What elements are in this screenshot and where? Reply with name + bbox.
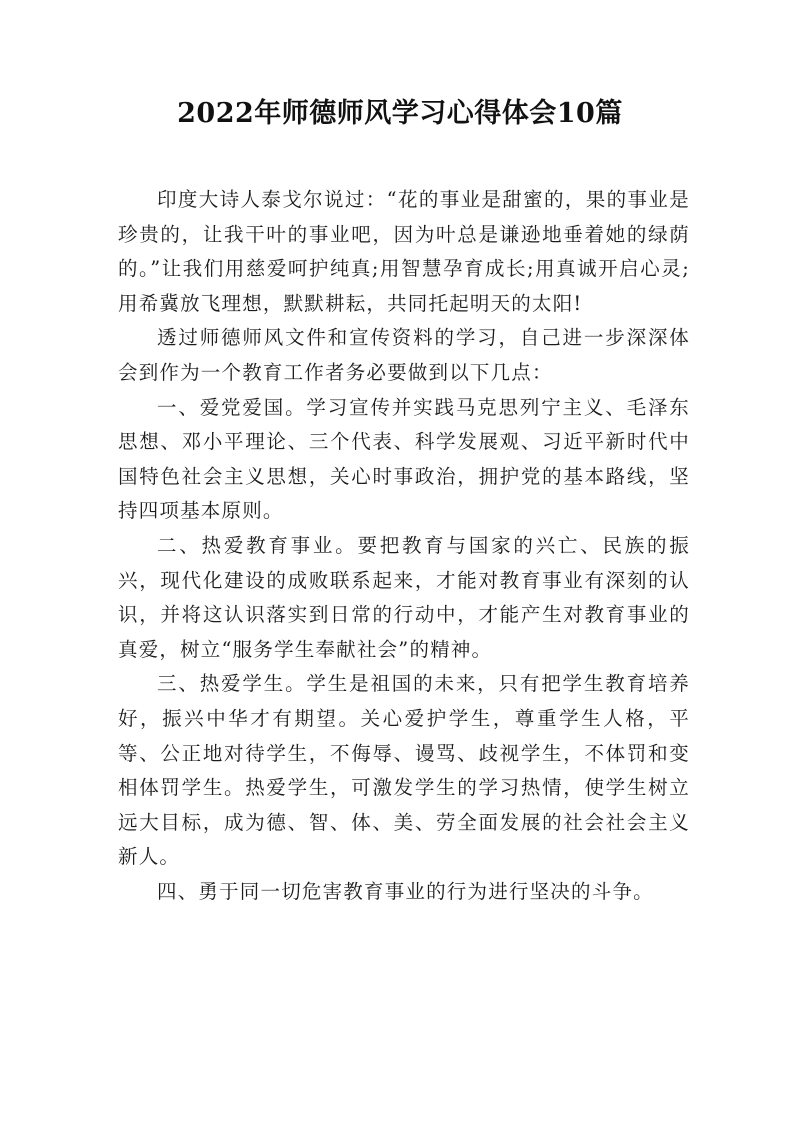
paragraph-point-4: 四、勇于同一切危害教育事业的行为进行坚决的斗争。 bbox=[157, 879, 654, 903]
paragraph-intro-quote: 印度大诗人泰戈尔说过：“花的事业是甜蜜的，果的事业是珍贵的，让我干叶的事业吧，因为叶总是谦逊地垂着她的绿荫的。”让我们用慈爱呵护纯真;用智慧孕育成长;用真诚开启心灵;用希冀放飞理想，默默耕耘，共同托起明天的太阳! bbox=[118, 188, 690, 315]
paragraph-point-3: 三、热爱学生。学生是祖国的未来，只有把学生教育培养好，振兴中华才有期望。关心爱护学生，尊重学生人格，平等、公正地对待学生，不侮辱、谩骂、歧视学生，不体罚和变相体罚学生。热爱学生，可激发学生的学习热情，使学生树立远大目标，成为德、智、体、美、劳全面发展的社会社会主义新人。 bbox=[118, 672, 690, 869]
document-body bbox=[118, 183, 690, 909]
paragraph-study-summary: 透过师德师风文件和宣传资料的学习，自己进一步深深体会到作为一个教育工作者务必要做到以下几点： bbox=[118, 326, 690, 384]
paragraph-point-2: 二、热爱教育事业。要把教育与国家的兴亡、民族的振兴，现代化建设的成败联系起来，才能对教育事业有深刻的认识，并将这认识落实到日常的行动中，才能产生对教育事业的真爱，树立“服务学生奉献社会”的精神。 bbox=[118, 533, 690, 661]
paragraph-point-1: 一、爱党爱国。学习宣传并实践马克思列宁主义、毛泽东思想、邓小平理论、三个代表、科学发展观、习近平新时代中国特色社会主义思想，关心时事政治，拥护党的基本路线，坚持四项基本原则。 bbox=[118, 395, 690, 523]
document-title: 2022年师德师风学习心得体会10篇 bbox=[177, 98, 623, 129]
